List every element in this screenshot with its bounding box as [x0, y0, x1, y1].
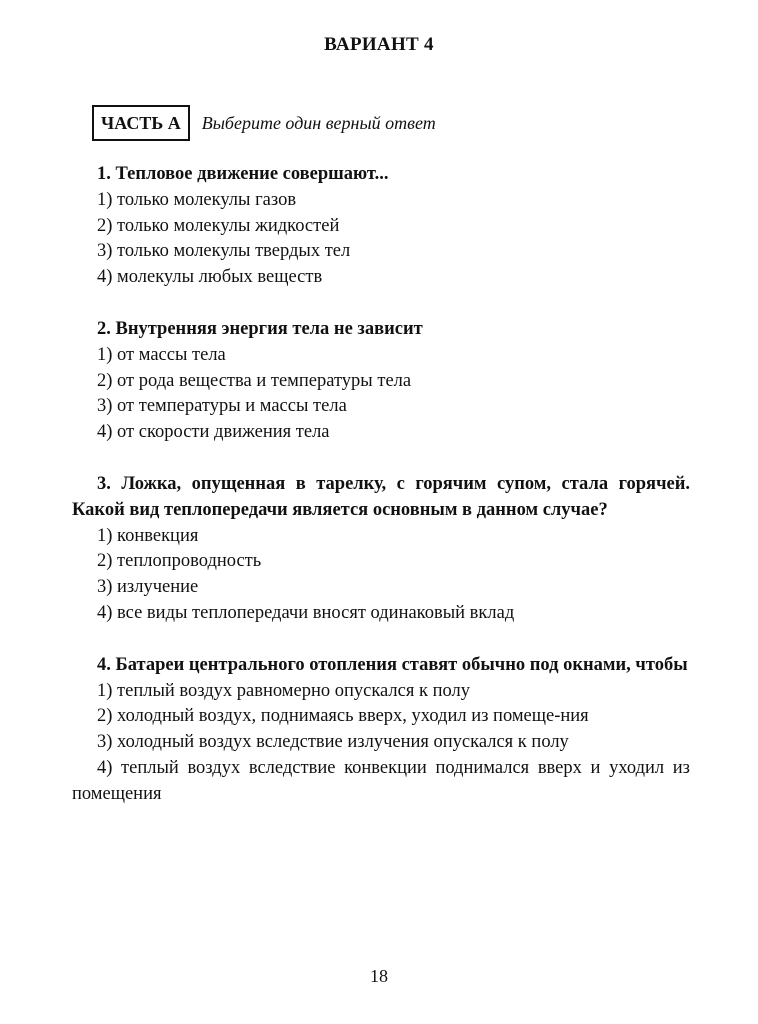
answer-option: 3) только молекулы твердых тел: [97, 241, 351, 262]
answer-option: 3) от температуры и массы тела: [97, 396, 347, 417]
page-number: 18: [370, 966, 388, 986]
question-1: [72, 162, 690, 291]
answer-option: 3) холодный воздух вследствие излучения опускался к полу: [97, 732, 569, 753]
part-instruction: Выберите один верный ответ: [201, 112, 436, 133]
answer-option: 2) только молекулы жидкостей: [97, 215, 340, 236]
part-header: [92, 103, 436, 143]
question-text: 3. Ложка, опущенная в тарелку, с горячим супом, стала горячей. Какой вид теплопередачи является основным в данном случае?: [72, 473, 690, 520]
answer-option: 4) молекулы любых веществ: [97, 267, 323, 288]
answer-option: 3) излучение: [97, 577, 199, 598]
answer-option: 2) холодный воздух, поднимаясь вверх, уходил из помеще-ния: [97, 706, 589, 727]
question-3: [72, 472, 690, 627]
question-text: 1. Тепловое движение совершают...: [97, 164, 389, 184]
question-text: 2. Внутренняя энергия тела не зависит: [97, 318, 423, 339]
answer-option: 2) теплопроводность: [97, 551, 262, 572]
part-label-box: ЧАСТЬ А: [92, 105, 190, 141]
answer-option: 2) от рода вещества и температуры тела: [97, 370, 412, 391]
answer-option: 4) все виды теплопередачи вносят одинаковый вклад: [97, 602, 515, 623]
answer-option: 1) от массы тела: [97, 344, 226, 365]
answer-option: 4) от скорости движения тела: [97, 422, 330, 443]
answer-option: 1) конвекция: [97, 525, 199, 546]
answer-option: 1) теплый воздух равномерно опускался к полу: [97, 680, 470, 701]
variant-title: ВАРИАНТ 4: [324, 34, 434, 55]
question-list: [72, 162, 690, 834]
answer-option: 1) только молекулы газов: [97, 189, 297, 210]
question-2: [72, 317, 690, 446]
answer-option: 4) теплый воздух вследствие конвекции поднимался вверх и уходил из помещения: [72, 757, 690, 804]
question-text: 4. Батареи центрального отопления ставят обычно под окнами, чтобы: [97, 654, 688, 675]
question-4: [72, 653, 690, 808]
